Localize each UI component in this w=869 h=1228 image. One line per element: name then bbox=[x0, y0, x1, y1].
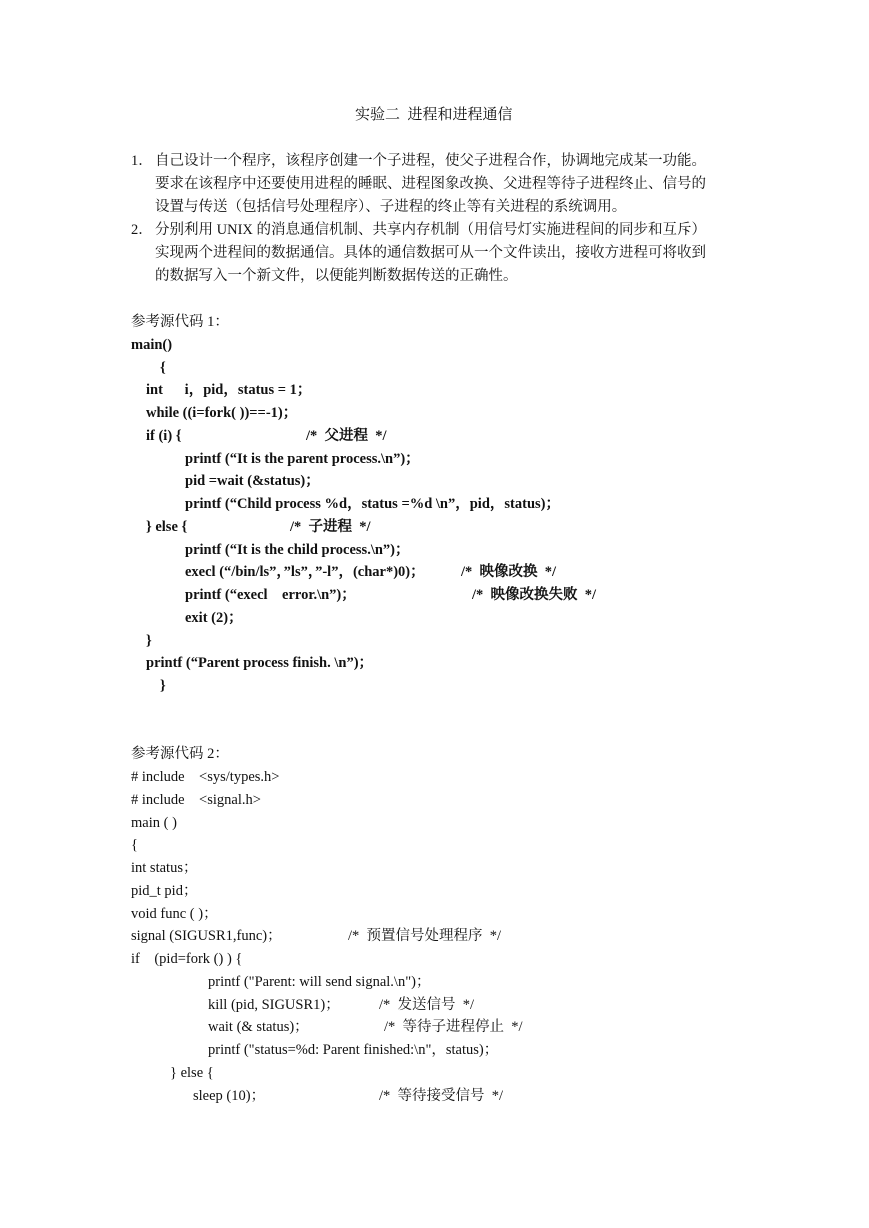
code2-line: if (pid=fork () ) { bbox=[131, 951, 243, 967]
code2-line: kill (pid, SIGUSR1)； bbox=[208, 997, 340, 1013]
code2-line: sleep (10)； bbox=[193, 1088, 266, 1104]
code2-line: main ( ) bbox=[131, 815, 177, 831]
code1-line: printf (“It is the parent process.\n”)； bbox=[185, 451, 420, 467]
code1-line: printf (“Parent process finish. \n”)； bbox=[146, 655, 374, 671]
code1-line: printf (“It is the child process.\n”)； bbox=[185, 542, 410, 558]
code1-line: if (i) { bbox=[146, 428, 182, 444]
task-1-line-1: 自己设计一个程序，该程序创建一个子进程，使父子进程合作，协调地完成某一功能。 bbox=[155, 153, 706, 169]
code2-line: signal (SIGUSR1,func)； bbox=[131, 928, 282, 944]
task-2-number: 2． bbox=[131, 222, 153, 238]
code1-comment: /* 父进程 */ bbox=[306, 428, 387, 444]
code1-line: while ((i=fork( ))==-1)； bbox=[146, 405, 298, 421]
task-2-line-1: 分别利用 UNIX 的消息通信机制、共享内存机制（用信号灯实施进程间的同步和互斥） bbox=[155, 222, 706, 238]
code1-line: exit (2)； bbox=[185, 610, 243, 626]
code1-line: } else { bbox=[146, 519, 188, 535]
code2-comment: /* 预置信号处理程序 */ bbox=[348, 928, 502, 944]
code1-line: execl (“/bin/ls”，”ls”，”-l”，(char*)0)； bbox=[185, 564, 425, 580]
code1-line: } bbox=[160, 678, 166, 694]
task-2-line-3: 的数据写入一个新文件，以便能判断数据传送的正确性。 bbox=[155, 268, 518, 284]
code2-line: # include <signal.h> bbox=[131, 792, 261, 808]
code2-line: wait (& status)； bbox=[208, 1019, 309, 1035]
code1-comment: /* 子进程 */ bbox=[290, 519, 371, 535]
code1-comment: /* 映像改换失败 */ bbox=[472, 587, 597, 603]
code1-line: printf (“Child process %d，status =%d \n”，pid，status)； bbox=[185, 496, 560, 512]
code2-line: void func ( )； bbox=[131, 906, 218, 922]
code2-line: printf ("status=%d: Parent finished:\n"，status)； bbox=[208, 1042, 499, 1058]
code2-line: } else { bbox=[170, 1065, 214, 1081]
code2-heading: 参考源代码 2： bbox=[131, 746, 229, 762]
code2-line: int status； bbox=[131, 860, 198, 876]
code1-line: main() bbox=[131, 337, 173, 353]
code1-line: pid =wait (&status)； bbox=[185, 473, 320, 489]
code1-line: } bbox=[146, 633, 152, 649]
page-title: 实验二 进程和进程通信 bbox=[355, 107, 513, 123]
code2-comment: /* 发送信号 */ bbox=[379, 997, 475, 1013]
code2-line: { bbox=[131, 837, 138, 853]
code1-heading: 参考源代码 1： bbox=[131, 314, 229, 330]
task-1-line-3: 设置与传送（包括信号处理程序）、子进程的终止等有关进程的系统调用。 bbox=[155, 199, 627, 215]
code1-line: { bbox=[160, 360, 166, 376]
code1-line: int i，pid，status = 1； bbox=[146, 382, 312, 398]
code2-line: pid_t pid； bbox=[131, 883, 198, 899]
code2-comment: /* 等待接受信号 */ bbox=[379, 1088, 504, 1104]
code2-line: printf ("Parent: will send signal.\n")； bbox=[208, 974, 431, 990]
task-2-line-2: 实现两个进程间的数据通信。具体的通信数据可从一个文件读出，接收方进程可将收到 bbox=[155, 245, 706, 261]
code2-line: # include <sys/types.h> bbox=[131, 769, 280, 785]
code1-line: printf (“execl error.\n”)； bbox=[185, 587, 356, 603]
task-1-line-2: 要求在该程序中还要使用进程的睡眠、进程图象改换、父进程等待子进程终止、信号的 bbox=[155, 176, 706, 192]
task-1-number: 1． bbox=[131, 153, 153, 169]
code2-comment: /* 等待子进程停止 */ bbox=[384, 1019, 523, 1035]
code1-comment: /* 映像改换 */ bbox=[461, 564, 557, 580]
